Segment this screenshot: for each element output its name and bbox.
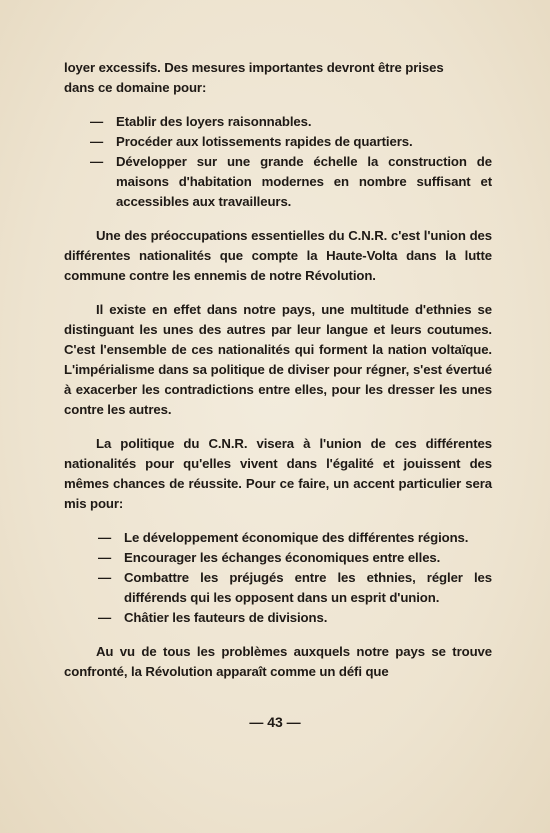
housing-measures-list	[90, 112, 492, 212]
dash-marker: —	[90, 114, 104, 129]
list-item	[90, 132, 492, 152]
dash-marker: —	[90, 134, 104, 149]
paragraph-revolution-challenge: Au vu de tous les problèmes auxquels notre pays se trouve confronté, la Révolution apparaît comme un défi que	[64, 644, 492, 679]
list-item-text: Etablir des loyers raisonnables.	[116, 114, 312, 129]
paragraph-cnr-union: Une des préoccupations essentielles du C.N.R. c'est l'union des différentes nationalités que compte la Haute-Volta dans la lutte commune contre les ennemis de notre Révolution.	[64, 228, 492, 283]
dash-marker: —	[98, 550, 112, 565]
list-item	[90, 112, 492, 132]
list-item-text: Encourager les échanges économiques entre elles.	[124, 550, 441, 565]
paragraph-line: loyer excessifs. Des mesures importantes devront être prises	[64, 60, 444, 75]
list-item-text: Le développement économique des différentes régions.	[124, 530, 469, 545]
list-item-text: Combattre les préjugés entre les ethnies, régler les différends qui les opposent dans un esprit d'union.	[124, 570, 492, 605]
dash-marker: —	[98, 570, 112, 585]
list-item-text: Procéder aux lotissements rapides de quartiers.	[116, 134, 413, 149]
paragraph-ethnicities: Il existe en effet dans notre pays, une multitude d'ethnies se distinguant les unes des autres par leur langue et leurs coutumes. C'est l'ensemble de ces nationalités qui forment la nation voltaïque. L'impérialisme dans sa politique de diviser pour régner, s'est évertué à exacerber les contradictions entre elles, pour les dresser les unes contre les autres.	[64, 302, 492, 417]
page-body	[64, 58, 492, 682]
list-item	[90, 152, 492, 212]
list-item-text: Châtier les fauteurs de divisions.	[124, 610, 328, 625]
list-item	[98, 548, 492, 568]
policy-measures-list	[98, 528, 492, 628]
dash-marker: —	[98, 530, 112, 545]
list-item	[98, 608, 492, 628]
paragraph-line: dans ce domaine pour:	[64, 80, 207, 95]
paragraph-housing-intro	[64, 58, 492, 98]
page-number: — 43 —	[249, 714, 301, 730]
list-item-text: Développer sur une grande échelle la construction de maisons d'habitation modernes en nombre suffisant et accessibles aux travailleurs.	[116, 154, 492, 209]
dash-marker: —	[90, 154, 104, 169]
dash-marker: —	[98, 610, 112, 625]
list-item	[98, 528, 492, 548]
list-item	[98, 568, 492, 608]
paragraph-cnr-policy: La politique du C.N.R. visera à l'union de ces différentes nationalités pour qu'elles vivent dans l'égalité et jouissent des mêmes chances de réussite. Pour ce faire, un accent particulier sera mis pour:	[64, 436, 492, 511]
